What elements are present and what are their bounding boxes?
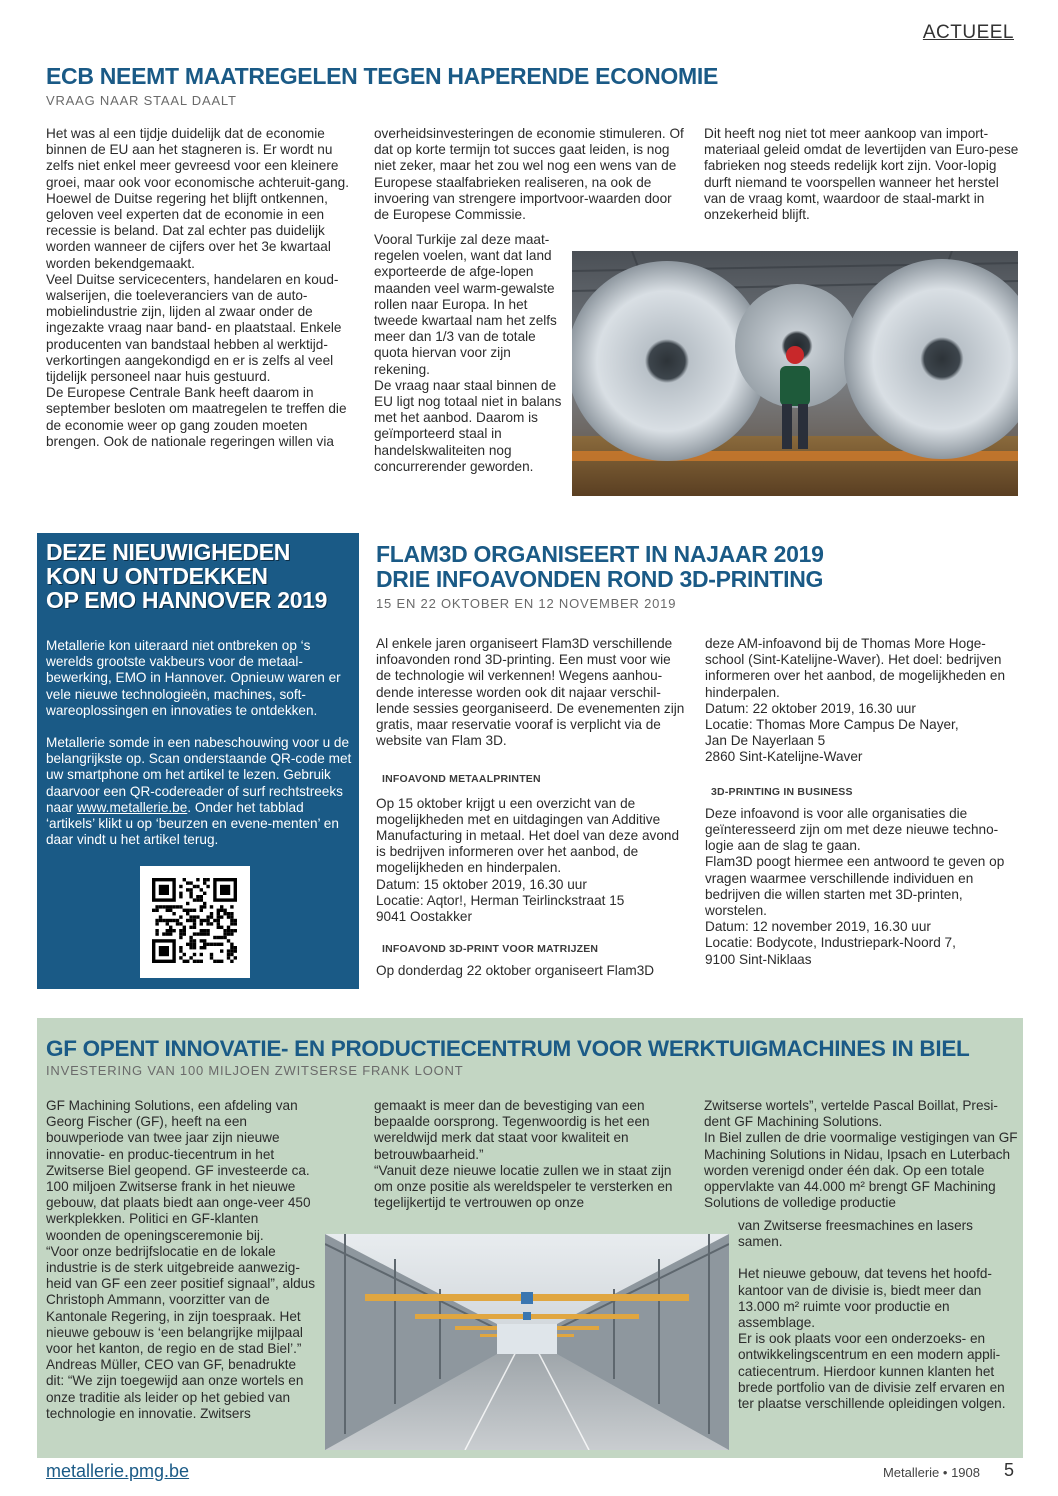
article3-column-1 [46, 1098, 316, 1422]
article3-column-2 [374, 1098, 686, 1211]
article1-column-1 [46, 126, 358, 450]
paragraph: Flam3D poogt hiermee een antwoord te geven op vragen waarmee verschillende individuen en bedrijven die willen starten met 3D-printen, worstelen. [705, 854, 1005, 919]
metallerie-link[interactable]: www.metallerie.be [76, 799, 188, 815]
paragraph [46, 735, 352, 848]
paragraph: Veel Duitse servicecenters, handelaren en koud-walserijen, die toeleveranciers van de auto-mobielindustrie zijn, lijden al zwaar onder de ingezakte vraag naar band- en plaatstaal. Enkele producenten van bandstaal hebben al werktijd-verkortingen aangekondigd en er is zelfs al veel tijdelijk personeel naar huis gestuurd. [46, 271, 342, 385]
paragraph: van Zwitserse freesmachines en lasers samen. [738, 1218, 973, 1250]
paragraph: Op donderdag 22 oktober organiseert Flam3D [376, 963, 655, 979]
article3-column-3-top [704, 1098, 1020, 1211]
location-line: Locatie: Thomas More Campus De Nayer, [705, 717, 959, 733]
article3-title: GF OPENT INNOVATIE- EN PRODUCTIECENTRUM VOOR WERKTUIGMACHINES IN BIEL [46, 1036, 970, 1061]
paragraph: overheidsinvesteringen de economie stimuleren. Of dat op korte termijn tot succes gaat leiden, is nog niet zeker, maar het zou wel nog een wens van de Europese staalfabrieken realiseren, na ook de invoering van strengere importvoor-waarden door de Europese Commissie. [374, 126, 684, 223]
article2-column-1 [376, 636, 688, 980]
section-tag[interactable]: ACTUEEL [922, 22, 1014, 43]
article1-subtitle: VRAAG NAAR STAAL DAALT [46, 93, 237, 108]
kicker-business: 3D-PRINTING IN BUSINESS [711, 785, 853, 798]
date-line: Datum: 12 november 2019, 16.30 uur [705, 919, 931, 935]
footer-magazine-issue: Metallerie • 1908 [882, 1465, 980, 1480]
article2-title-line: FLAM3D ORGANISEERT IN NAJAAR 2019 [376, 541, 824, 567]
paragraph: Metallerie kon uiteraard niet ontbreken op ‘s werelds grootste vakbeurs voor de metaal-bewerking, EMO in Hannover. Opnieuw waren er vele nieuwe technologieën, machines, soft-wareoplossingen en innovaties te ontdekken. [46, 638, 341, 718]
emo-title-line: KON U ONTDEKKEN [46, 563, 268, 589]
paragraph: Zwitserse wortels”, vertelde Pascal Boillat, Presi-dent GF Machining Solutions. [704, 1098, 998, 1130]
paragraph: In Biel zullen de drie voormalige vestigingen van GF Machining Solutions in Nidau, Ipsach en Luterbach worden verenigd onder één dak. Op een totale oppervlakte van 44.000 m² brengt GF Machining Solutions de volledige productie [704, 1130, 1018, 1211]
page-number: 5 [1003, 1460, 1014, 1480]
footer-website-link[interactable]: metallerie.pmg.be [46, 1461, 190, 1481]
paragraph: gemaakt is meer dan de bevestiging van een bepaalde oorsprong. Tegenwoordig is het een wereldwijd merk dat staat voor kwaliteit en betrouwbaarheid.” [374, 1098, 650, 1162]
paragraph: “Voor onze bedrijfslocatie en de lokale industrie is de sterk uitgebreide aanwezig-heid van GF een zeer positief signaal”, aldus Christoph Ammann, voorzitter van de Kantonale Regering, in zijn toespraak. Het nieuwe gebouw is ‘een belangrijke mijlpaal voor het kanton, de regio en de stad Biel’.” [46, 1243, 316, 1357]
article1-column-3 [704, 126, 1020, 223]
article3-column-3-narrow [738, 1218, 1020, 1412]
kicker-metaalprinten: INFOAVOND METAALPRINTEN [382, 773, 541, 786]
article1-column-2-narrow [374, 232, 564, 475]
paragraph-start: Metallerie somde in een nabeschouwing voor u de belangrijkste op. Scan onderstaande QR-code met uw smartphone om het artikel te lezen. Gebruik daarvoor een QR-codereader of surf rechtstreeks naar [46, 735, 352, 815]
emo-title-line: DEZE NIEUWIGHEDEN [46, 539, 291, 565]
paragraph: Op 15 oktober krijgt u een overzicht van de mogelijkheden met en uitdagingen van Additive Manufacturing in metaal. Het doel van deze avond is bedrijven informeren over het aanbod, de mogelijkheden en hinderpalen. [376, 795, 680, 876]
article2-column-2 [705, 636, 1021, 968]
emo-title-line: OP EMO HANNOVER 2019 [46, 587, 328, 613]
paragraph: Vooral Turkije zal deze maat-regelen voelen, want dat land exporteerde de afge-lopen maanden veel warm-gewalste rollen naar Europa. In het tweede kwartaal nam het zelfs meer dan 1/3 van de totale quota hiervan voor zijn rekening. [374, 232, 557, 377]
emo-box-text [46, 638, 352, 848]
paragraph: “Vanuit deze nieuwe locatie zullen we in staat zijn om onze positie als wereldspeler te versterken en tegelijkertijd te vertrouwen op onze [374, 1162, 673, 1211]
paragraph: Al enkele jaren organiseert Flam3D verschillende infoavonden rond 3D-printing. Een must voor wie de technologie wil verkennen! Wegens aanhou-dende interesse worden ook dit najaar verschil-lende sessies georganiseerd. De evenementen zijn gratis, maar reservatie vooraf is verplicht via de website van Flam 3D. [376, 636, 685, 749]
date-line: Datum: 22 oktober 2019, 16.30 uur [705, 700, 916, 716]
location-line: 9041 Oostakker [376, 909, 472, 925]
paragraph-end: . Onder het tabblad ‘artikels’ klikt u op ‘beurzen en evene-menten’ en daar vindt u het artikel terug. [46, 799, 339, 848]
paragraph: Andreas Müller, CEO van GF, benadrukte dit: “We zijn toegewijd aan onze wortels en onze traditie als leider op het gebied van technologie en innovatie. Zwitsers [46, 1357, 304, 1421]
paragraph: De Europese Centrale Bank heeft daarom in september besloten om maatregelen te treffen die de economie weer op gang zouden moeten brengen. Ook de nationale regeringen willen via [46, 385, 347, 449]
paragraph: deze AM-infoavond bij de Thomas More Hoge-school (Sint-Katelijne-Waver). Het doel: bedrijven informeren over het aanbod, de mogelijkheden en hinderpalen. [705, 636, 1006, 700]
article2-title-line: DRIE INFOAVONDEN ROND 3D-PRINTING [376, 566, 824, 592]
article3-subtitle: INVESTERING VAN 100 MILJOEN ZWITSERSE FRANK LOONT [46, 1063, 464, 1078]
paragraph: Hoewel de Duitse regering het blijft ontkennen, geloven veel experten dat de economie in een recessie is beland. Dat zal echter pas duidelijk worden wanneer de cijfers over het 3e kwartaal worden bekendgemaakt. [46, 190, 331, 271]
article2-title [376, 542, 1026, 592]
paragraph: Deze infoavond is voor alle organisaties die geïnteresseerd zijn om met deze nieuwe techno-logie aan de slag te gaan. [705, 805, 999, 854]
location-line: Jan De Nayerlaan 5 [705, 733, 826, 749]
paragraph: Het was al een tijdje duidelijk dat de economie binnen de EU aan het stagneren is. Er wordt nu zelfs niet enkel meer gevreesd voor een kleinere groei, maar ook voor economische achteruit-gang. [46, 126, 349, 190]
emo-box-title [46, 540, 356, 612]
location-line: 2860 Sint-Katelijne-Waver [705, 749, 863, 765]
paragraph: Dit heeft nog niet tot meer aankoop van import-materiaal geleid omdat de levertijden van Euro-pese fabrieken nog steeds redelijk kort zijn. Voor-lopig durft niemand te voorspellen wanneer het herstel van de vraag komt, waardoor de staal-markt in onzekerheid blijft. [704, 126, 1019, 223]
location-line: Locatie: Bodycote, Industriepark-Noord 7, [705, 935, 956, 951]
location-line: 9100 Sint-Niklaas [705, 951, 812, 967]
kicker-matrijzen: INFOAVOND 3D-PRINT VOOR MATRIJZEN [382, 943, 599, 956]
article2-subtitle: 15 EN 22 OKTOBER EN 12 NOVEMBER 2019 [376, 596, 677, 611]
date-line: Datum: 15 oktober 2019, 16.30 uur [376, 876, 587, 892]
article1-column-2-top [374, 126, 684, 223]
article1-title: ECB NEEMT MAATREGELEN TEGEN HAPERENDE ECONOMIE [46, 63, 718, 89]
factory-hall-photo [325, 1234, 729, 1450]
location-line: Locatie: Aqtor!, Herman Teirlinckstraat 15 [376, 892, 625, 908]
paragraph: Er is ook plaats voor een onderzoeks- en ontwikkelingscentrum en een modern appli-catiecentrum. Hierdoor kunnen klanten het brede portfolio van de divisie zelf ervaren en ter plaatse verschillende opleidingen volgen. [738, 1331, 1006, 1412]
qr-code[interactable] [140, 866, 250, 978]
paragraph: Het nieuwe gebouw, dat tevens het hoofd-kantoor van de divisie is, biedt meer dan 13.000 m² ruimte voor productie en assemblage. [738, 1266, 992, 1331]
paragraph: GF Machining Solutions, een afdeling van Georg Fischer (GF), heeft na een bouwperiode van twee jaar zijn nieuwe innovatie- en produc-tiecentrum in het Zwitserse Biel geopend. GF investeerde ca. 100 miljoen Zwitserse frank in het nieuwe gebouw, dat plaats biedt aan onge-veer 450 werkplekken. Politici en GF-klanten woonden de openingsceremonie bij. [46, 1098, 311, 1243]
steel-coils-photo [572, 251, 1018, 496]
paragraph: De vraag naar staal binnen de EU ligt nog totaal niet in balans met het aanbod. Daarom is geïmporteerd staal in handelskwaliteiten nog concurrerender geworden. [374, 377, 562, 474]
